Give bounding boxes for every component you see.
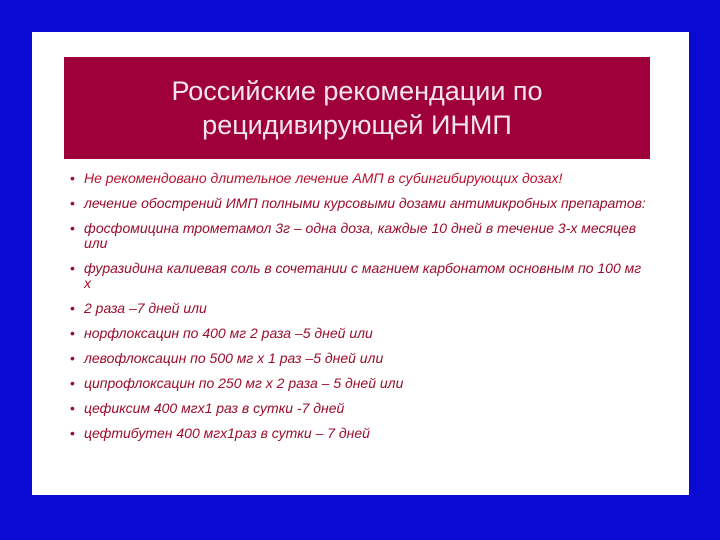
bullet-item [70, 326, 650, 341]
bullet-text: норфлоксацин по 400 мг 2 раза –5 дней или [84, 325, 373, 341]
bullet-item [70, 171, 650, 186]
bullet-item [70, 376, 650, 391]
bullet-dot-icon: • [70, 260, 75, 276]
bullet-dot-icon: • [70, 325, 75, 341]
bullet-text: цефиксим 400 мгх1 раз в сутки -7 дней [84, 400, 345, 416]
bullet-dot-icon: • [70, 375, 75, 391]
bullet-text: Не рекомендовано длительное лечение АМП в субингибирующих дозах! [84, 170, 563, 186]
bullet-item [70, 221, 650, 251]
slide-title [171, 74, 542, 142]
bullet-text: фуразидина калиевая соль в сочетании с магнием карбонатом основным по 100 мг х [84, 260, 642, 291]
bullet-item [70, 351, 650, 366]
slide [32, 32, 689, 495]
bullet-item [70, 426, 650, 441]
bullet-list [70, 171, 650, 451]
bullet-text: фосфомицина трометамол 3г – одна доза, каждые 10 дней в течение 3-х месяцев или [84, 220, 637, 251]
bullet-dot-icon: • [70, 220, 75, 236]
bullet-dot-icon: • [70, 425, 75, 441]
title-line-1: Российские рекомендации по [171, 76, 543, 106]
bullet-text: цефтибутен 400 мгх1раз в сутки – 7 дней [84, 425, 370, 441]
bullet-text: ципрофлоксацин по 250 мг х 2 раза – 5 дней или [84, 375, 404, 391]
bullet-dot-icon: • [70, 400, 75, 416]
bullet-text: левофлоксацин по 500 мг х 1 раз –5 дней или [84, 350, 384, 366]
title-line-2: рецидивирующей ИНМП [202, 110, 512, 140]
bullet-dot-icon: • [70, 195, 75, 211]
title-band [64, 57, 650, 159]
bullet-item [70, 261, 650, 291]
bullet-dot-icon: • [70, 350, 75, 366]
bullet-dot-icon: • [70, 300, 75, 316]
bullet-dot-icon: • [70, 170, 75, 186]
bullet-text: 2 раза –7 дней или [84, 300, 207, 316]
bullet-item [70, 401, 650, 416]
bullet-item [70, 301, 650, 316]
bullet-text: лечение обострений ИМП полными курсовыми дозами антимикробных препаратов: [84, 195, 646, 211]
bullet-item [70, 196, 650, 211]
